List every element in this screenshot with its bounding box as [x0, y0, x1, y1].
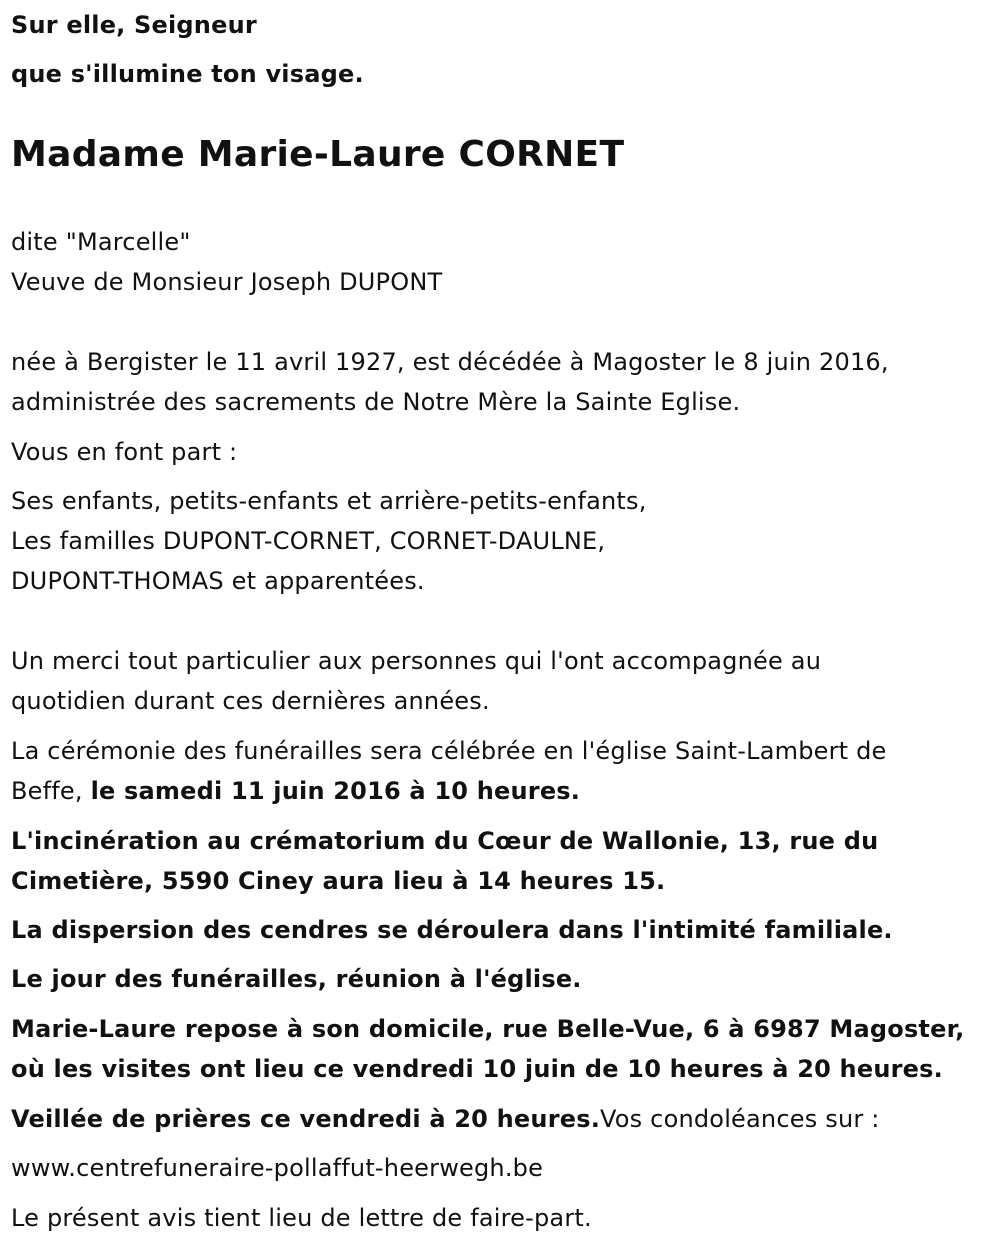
- birth-death-line-1: née à Bergister le 11 avril 1927, est décédée à Magoster le 8 juin 2016,: [11, 348, 889, 376]
- prayer-line: [11, 1104, 880, 1134]
- thanks-line-2: quotidien durant ces dernières années.: [11, 687, 490, 715]
- incineration-line-2: Cimetière, 5590 Ciney aura lieu à 14 heures 15.: [11, 867, 666, 895]
- visitation-line-2: où les visites ont lieu ce vendredi 10 juin de 10 heures à 20 heures.: [11, 1055, 943, 1083]
- family-line-1: Ses enfants, petits-enfants et arrière-petits-enfants,: [11, 487, 647, 515]
- condolences-label: Vos condoléances sur :: [600, 1105, 880, 1133]
- prayer-vigil: Veillée de prières ce vendredi à 20 heures.: [11, 1105, 601, 1133]
- closing-note: Le présent avis tient lieu de lettre de faire-part.: [11, 1204, 592, 1232]
- nickname: dite "Marcelle": [11, 228, 191, 256]
- ceremony-date: le samedi 11 juin 2016 à 10 heures.: [90, 777, 581, 805]
- ceremony-line-1: La cérémonie des funérailles sera célébrée en l'église Saint-Lambert de: [11, 737, 887, 765]
- ceremony-place-end: Beffe,: [11, 777, 91, 805]
- widow-of: Veuve de Monsieur Joseph DUPONT: [11, 268, 443, 296]
- birth-death-line-2: administrée des sacrements de Notre Mère la Sainte Eglise.: [11, 388, 741, 416]
- verse-line-1: Sur elle, Seigneur: [11, 11, 257, 39]
- thanks-line-1: Un merci tout particulier aux personnes qui l'ont accompagnée au: [11, 647, 822, 675]
- ashes-dispersal: La dispersion des cendres se déroulera dans l'intimité familiale.: [11, 916, 893, 944]
- website-link[interactable]: www.centrefuneraire-pollaffut-heerwegh.be: [11, 1154, 544, 1182]
- incineration-line-1: L'incinération au crématorium du Cœur de Wallonie, 13, rue du: [11, 827, 879, 855]
- ceremony-line-2: [11, 776, 580, 806]
- family-line-2: Les familles DUPONT-CORNET, CORNET-DAULNE,: [11, 527, 606, 555]
- verse-line-2: que s'illumine ton visage.: [11, 60, 364, 88]
- deceased-name: Madame Marie-Laure CORNET: [11, 134, 625, 175]
- family-line-3: DUPONT-THOMAS et apparentées.: [11, 567, 425, 595]
- announcement: Vous en font part :: [11, 438, 238, 466]
- funeral-meeting: Le jour des funérailles, réunion à l'église.: [11, 965, 582, 993]
- visitation-line-1: Marie-Laure repose à son domicile, rue Belle-Vue, 6 à 6987 Magoster,: [11, 1015, 965, 1043]
